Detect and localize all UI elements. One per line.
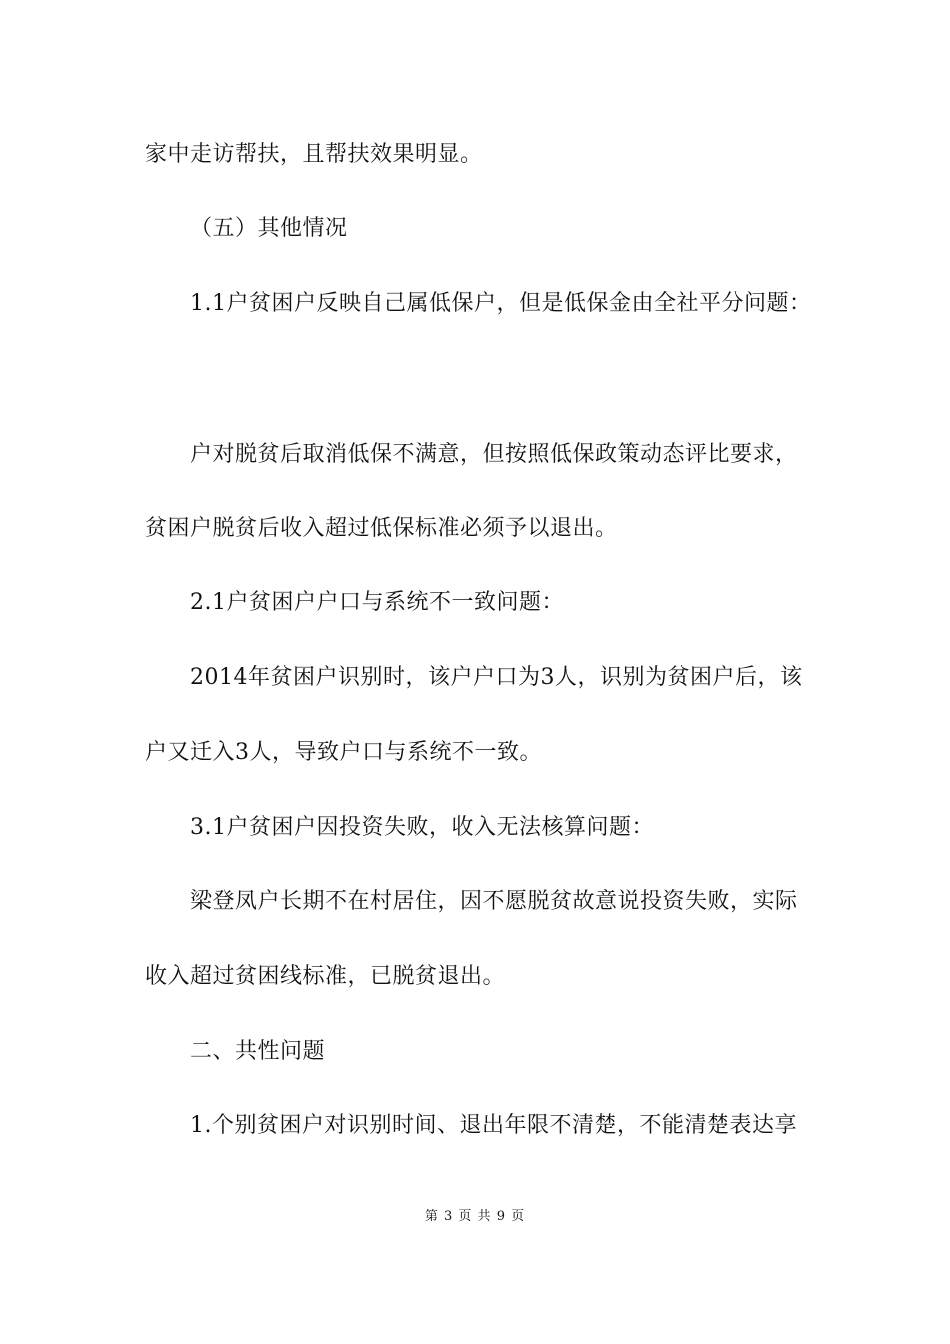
paragraph-line: 2.1户贫困户户口与系统不一致问题： xyxy=(190,590,564,615)
section-heading: （五）其他情况 xyxy=(190,216,348,241)
paragraph-line: 收入超过贫困线标准，已脱贫退出。 xyxy=(145,964,506,989)
paragraph-line: 户对脱贫后取消低保不满意，但按照低保政策动态评比要求， xyxy=(190,442,798,467)
paragraph-line: 家中走访帮扶，且帮扶效果明显。 xyxy=(145,142,483,167)
paragraph-line: 3.1户贫困户因投资失败，收入无法核算问题： xyxy=(190,815,654,840)
section-heading: 二、共性问题 xyxy=(190,1039,326,1064)
paragraph-line: 户又迁入3人，导致户口与系统不一致。 xyxy=(145,740,542,765)
paragraph-line: 1.个别贫困户对识别时间、退出年限不清楚，不能清楚表达享 xyxy=(190,1113,797,1138)
page-number-footer: 第 3 页 共 9 页 xyxy=(424,1209,526,1224)
paragraph-line: 2014年贫困户识别时，该户户口为3人，识别为贫困户后，该 xyxy=(190,665,803,690)
paragraph-line: 贫困户脱贫后收入超过低保标准必须予以退出。 xyxy=(145,516,618,541)
paragraph-line: 1.1户贫困户反映自己属低保户，但是低保金由全社平分问题： xyxy=(190,291,812,316)
paragraph-line: 梁登凤户长期不在村居住，因不愿脱贫故意说投资失败，实际 xyxy=(190,889,798,914)
